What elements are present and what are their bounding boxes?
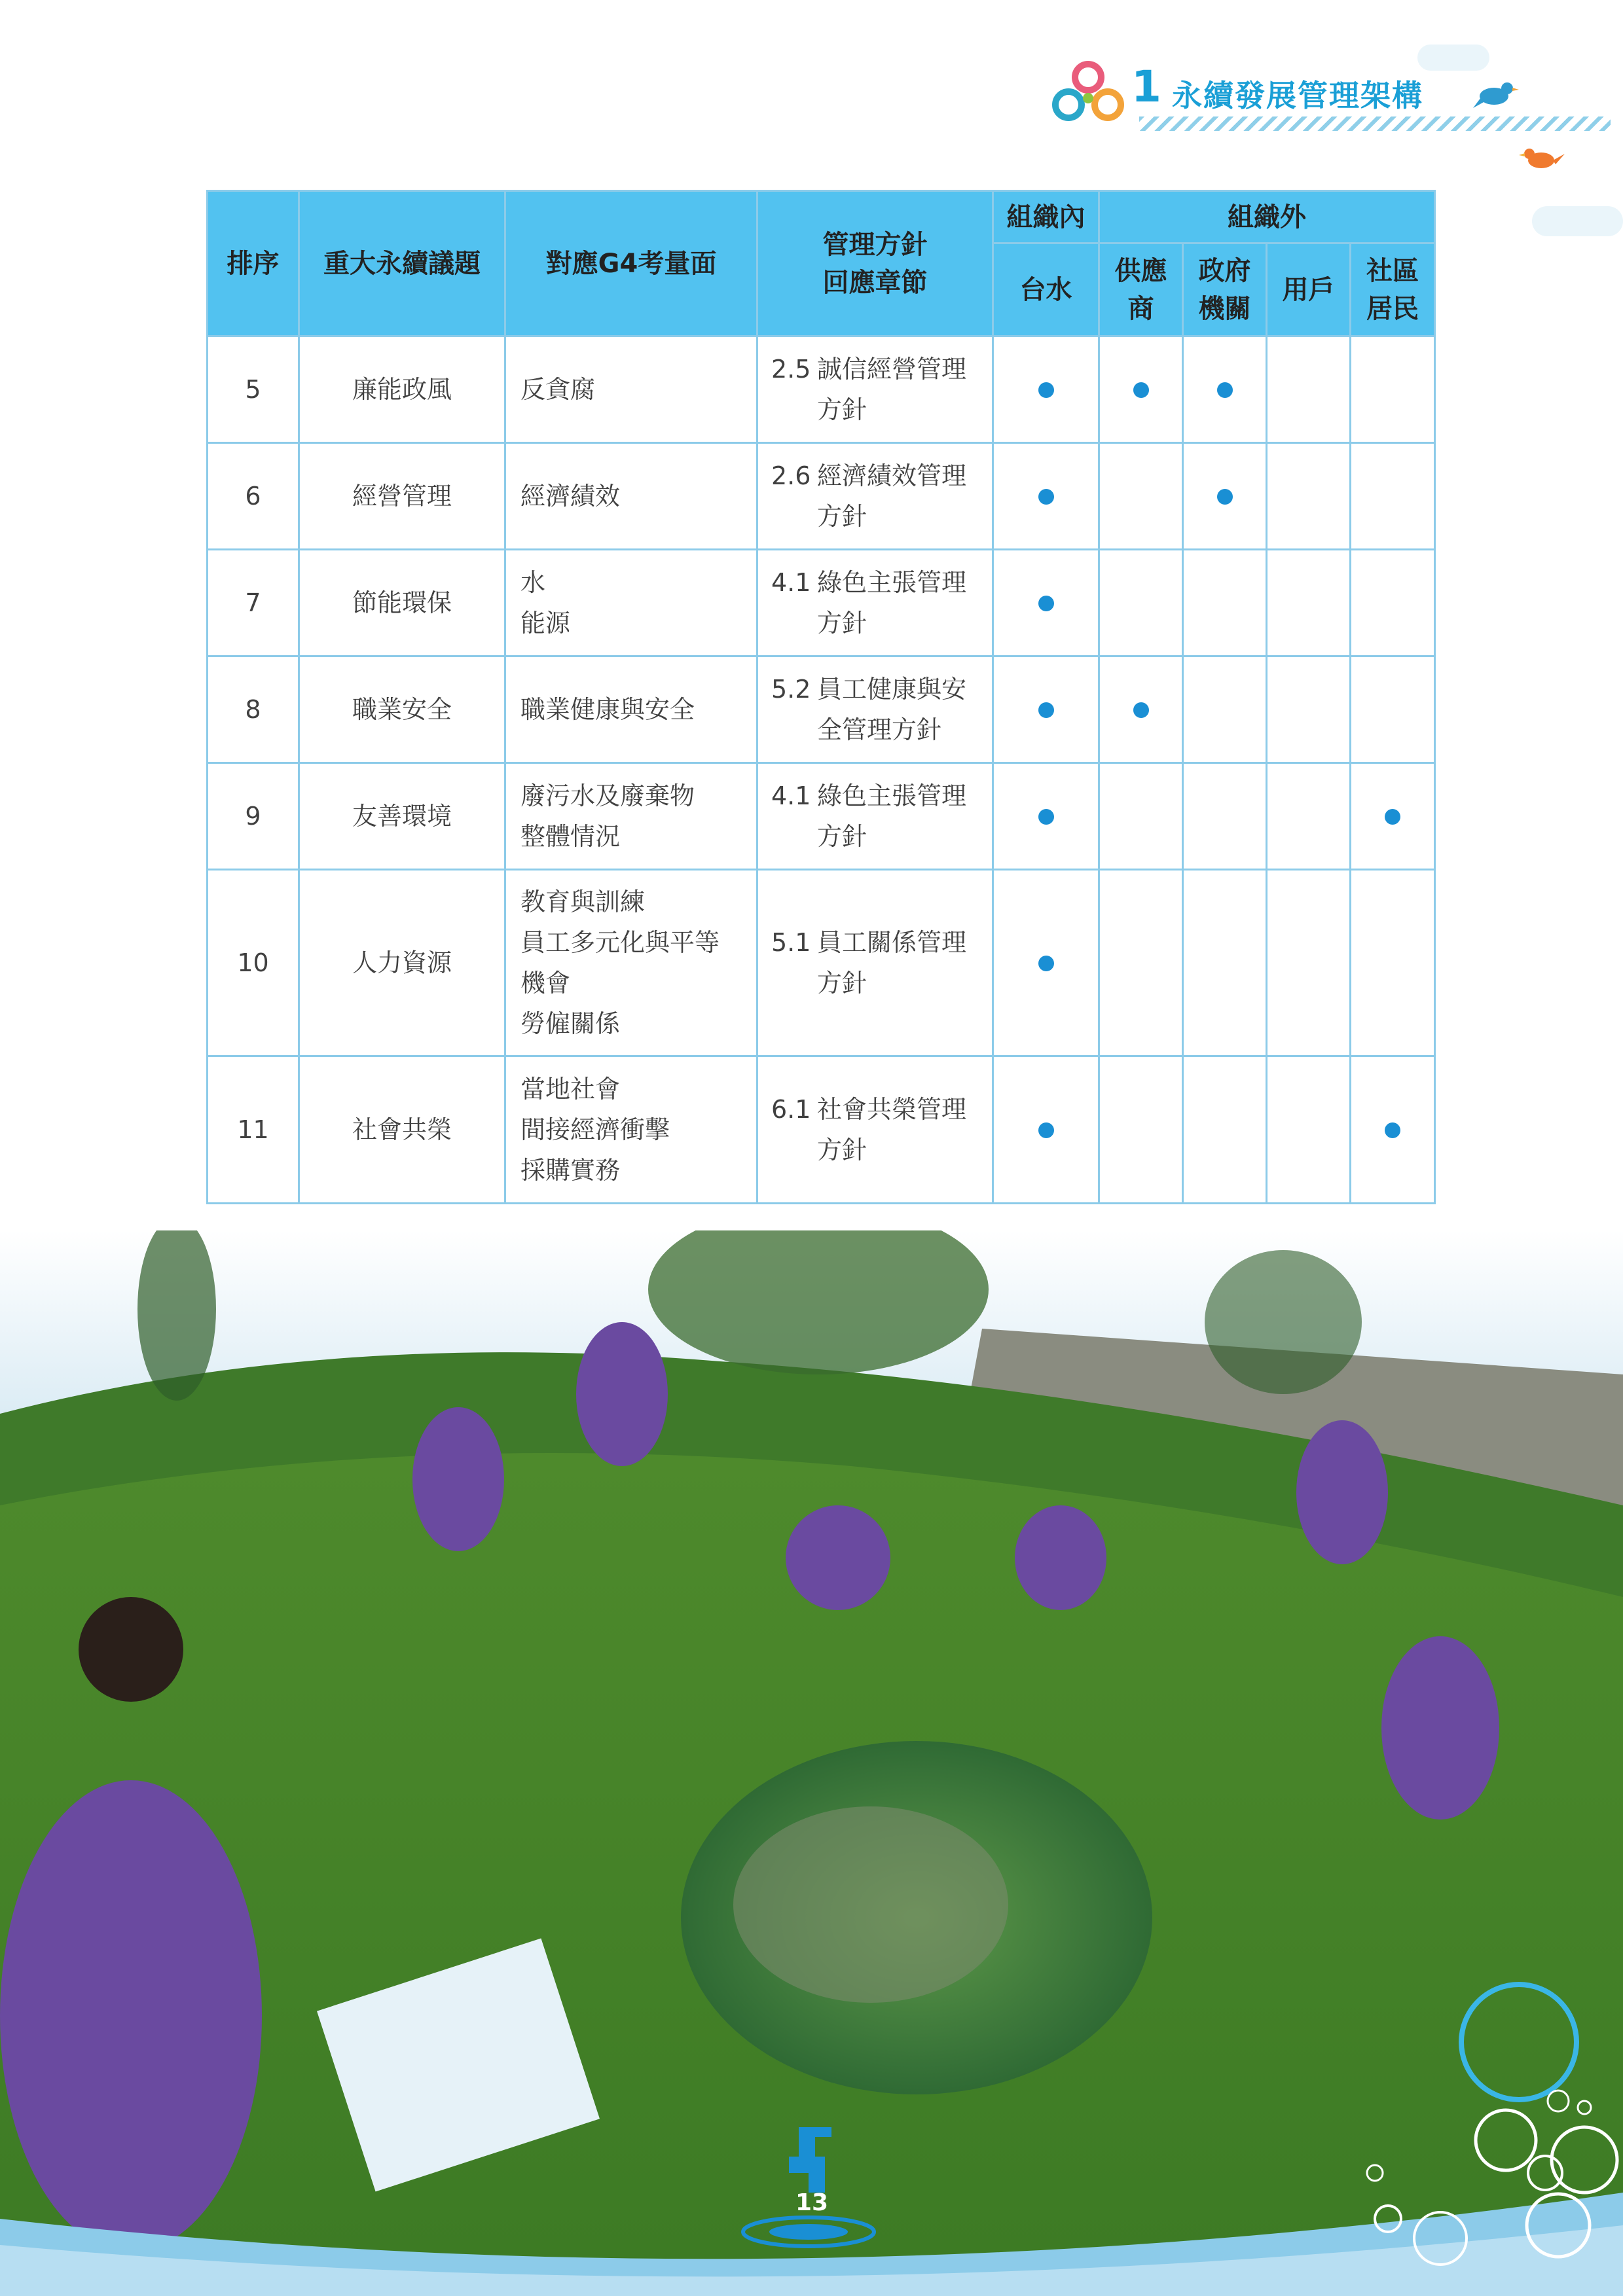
- bullet-dot-icon: [1038, 382, 1054, 398]
- mark-cell-supplier: [1099, 870, 1183, 1056]
- chapter-ref-number: 4.1: [771, 568, 811, 597]
- bullet-dot-icon: [1133, 702, 1149, 718]
- bullet-dot-icon: [1038, 1122, 1054, 1138]
- mark-cell-community: [1351, 870, 1435, 1056]
- mark-cell-supplier: [1099, 550, 1183, 656]
- header-community-line2: 居民: [1366, 293, 1419, 324]
- aspect-cell: [505, 1056, 757, 1204]
- header-aspect: 對應G4考量面: [505, 191, 757, 336]
- material-issues-table: [206, 190, 1436, 1204]
- mark-cell-supplier: [1099, 656, 1183, 763]
- faucet-icon: [733, 2121, 884, 2251]
- aspect-cell: [505, 763, 757, 870]
- bullet-dot-icon: [1038, 809, 1054, 825]
- mark-cell-government: [1183, 656, 1267, 763]
- issue-cell: 人力資源: [299, 870, 505, 1056]
- mark-cell-customer: [1267, 870, 1351, 1056]
- aspect-item: 教育與訓練: [520, 888, 646, 916]
- mark-cell-supplier: [1099, 1056, 1183, 1204]
- header-policy-line1: 管理方針: [822, 229, 928, 260]
- chapter-cell: [757, 550, 993, 656]
- header-external: 組織外: [1099, 191, 1435, 243]
- mark-cell-customer: [1267, 443, 1351, 550]
- chapter-ref-number: 4.1: [771, 781, 811, 810]
- aspect-cell: [505, 550, 757, 656]
- mark-cell-customer: [1267, 336, 1351, 443]
- mark-cell-community: [1351, 656, 1435, 763]
- cloud-decoration: [1532, 206, 1623, 236]
- mark-cell-customer: [1267, 1056, 1351, 1204]
- header-community: [1351, 243, 1435, 336]
- aspect-item: 採購實務: [520, 1156, 621, 1185]
- chapter-cell: [757, 656, 993, 763]
- bubble-decoration-icon: [1309, 1977, 1623, 2278]
- mark-cell-government: [1183, 336, 1267, 443]
- mark-cell-taiwan-water: [993, 336, 1099, 443]
- aspect-item: 員工多元化與平等: [520, 928, 720, 957]
- table-row: [208, 1056, 1435, 1204]
- chapter-header: [1048, 46, 1611, 144]
- chapter-number: 1: [1131, 62, 1161, 112]
- aspect-item: 能源: [520, 609, 571, 637]
- header-customer: 用戶: [1267, 243, 1351, 336]
- header-taiwan-water: 台水: [993, 243, 1099, 336]
- page-number: 13: [795, 2189, 829, 2216]
- mark-cell-taiwan-water: [993, 656, 1099, 763]
- bullet-dot-icon: [1385, 809, 1400, 825]
- aspect-item: 整體情況: [520, 822, 621, 851]
- rank-cell: 6: [208, 443, 299, 550]
- aspect-cell: [505, 443, 757, 550]
- bullet-dot-icon: [1038, 702, 1054, 718]
- rank-cell: 8: [208, 656, 299, 763]
- header-internal: 組織內: [993, 191, 1099, 243]
- mark-cell-community: [1351, 1056, 1435, 1204]
- chapter-ref-text: 員工關係管理: [817, 928, 967, 957]
- mark-cell-community: [1351, 336, 1435, 443]
- header-rank: 排序: [208, 191, 299, 336]
- table-row: [208, 336, 1435, 443]
- table-row: [208, 656, 1435, 763]
- mark-cell-government: [1183, 443, 1267, 550]
- chapter-ref-number: 5.1: [771, 928, 811, 957]
- rank-cell: 10: [208, 870, 299, 1056]
- chapter-cell: [757, 870, 993, 1056]
- header-gov-line2: 機關: [1198, 293, 1251, 324]
- mark-cell-customer: [1267, 656, 1351, 763]
- mark-cell-taiwan-water: [993, 870, 1099, 1056]
- bullet-dot-icon: [1038, 956, 1054, 971]
- issue-cell: 廉能政風: [299, 336, 505, 443]
- header-issue: 重大永續議題: [299, 191, 505, 336]
- issue-cell: 友善環境: [299, 763, 505, 870]
- mark-cell-supplier: [1099, 763, 1183, 870]
- mark-cell-government: [1183, 870, 1267, 1056]
- chapter-ref-text: 綠色主張管理: [817, 781, 967, 810]
- rank-cell: 9: [208, 763, 299, 870]
- aspect-item: 當地社會: [520, 1075, 621, 1103]
- chapter-ref-text: 社會共榮管理: [817, 1095, 967, 1124]
- mark-cell-supplier: [1099, 443, 1183, 550]
- aspect-item: 反貪腐: [520, 375, 596, 404]
- aspect-item: 經濟績效: [520, 482, 621, 511]
- chapter-ref-text: 員工健康與安: [817, 675, 967, 704]
- bird-icon: [1473, 75, 1519, 115]
- rank-cell: 11: [208, 1056, 299, 1204]
- header-supplier: [1099, 243, 1183, 336]
- aspect-item: 勞僱關係: [520, 1009, 621, 1038]
- chapter-ref-number: 6.1: [771, 1095, 811, 1124]
- brand-logo-icon: [1048, 58, 1133, 130]
- chapter-ref-number: 2.6: [771, 461, 811, 490]
- bullet-dot-icon: [1217, 489, 1233, 505]
- rank-cell: 5: [208, 336, 299, 443]
- mark-cell-taiwan-water: [993, 763, 1099, 870]
- bullet-dot-icon: [1038, 596, 1054, 611]
- bullet-dot-icon: [1038, 489, 1054, 505]
- bullet-dot-icon: [1217, 382, 1233, 398]
- bullet-dot-icon: [1385, 1122, 1400, 1138]
- mark-cell-taiwan-water: [993, 550, 1099, 656]
- chapter-ref-text-cont: 方針: [817, 502, 867, 531]
- bullet-dot-icon: [1133, 382, 1149, 398]
- chapter-ref-text-cont: 方針: [817, 609, 867, 637]
- mark-cell-government: [1183, 550, 1267, 656]
- header-policy: [757, 191, 993, 336]
- header-gov-line1: 政府: [1198, 255, 1251, 286]
- issue-cell: 經營管理: [299, 443, 505, 550]
- chapter-ref-text-cont: 方針: [817, 1136, 867, 1164]
- table-row: [208, 550, 1435, 656]
- header-policy-line2: 回應章節: [822, 267, 928, 298]
- aspect-cell: [505, 336, 757, 443]
- mark-cell-community: [1351, 763, 1435, 870]
- header-supplier-line1: 供應: [1114, 255, 1167, 286]
- issue-cell: 職業安全: [299, 656, 505, 763]
- chapter-ref-number: 5.2: [771, 675, 811, 704]
- table-row: [208, 870, 1435, 1056]
- chapter-ref-text-cont: 方針: [817, 822, 867, 851]
- chapter-ref-text-cont: 全管理方針: [817, 715, 942, 744]
- mark-cell-supplier: [1099, 336, 1183, 443]
- header-community-line1: 社區: [1366, 255, 1419, 286]
- rank-cell: 7: [208, 550, 299, 656]
- chapter-ref-text-cont: 方針: [817, 395, 867, 424]
- mark-cell-taiwan-water: [993, 1056, 1099, 1204]
- mark-cell-government: [1183, 1056, 1267, 1204]
- chapter-cell: [757, 336, 993, 443]
- chapter-ref-text-cont: 方針: [817, 969, 867, 997]
- mark-cell-customer: [1267, 763, 1351, 870]
- mark-cell-community: [1351, 443, 1435, 550]
- aspect-item: 間接經濟衝擊: [520, 1115, 670, 1144]
- chapter-ref-text: 經濟績效管理: [817, 461, 967, 490]
- aspect-cell: [505, 656, 757, 763]
- chapter-cell: [757, 443, 993, 550]
- header-supplier-line2: 商: [1127, 293, 1154, 324]
- header-stripe: [1139, 117, 1611, 131]
- chapter-cell: [757, 763, 993, 870]
- chapter-ref-text: 綠色主張管理: [817, 568, 967, 597]
- aspect-item: 職業健康與安全: [520, 695, 695, 724]
- chapter-ref-text: 誠信經營管理: [817, 355, 967, 384]
- issue-cell: 節能環保: [299, 550, 505, 656]
- aspect-item: 水: [520, 568, 546, 597]
- bird-icon: [1519, 141, 1565, 177]
- mark-cell-customer: [1267, 550, 1351, 656]
- chapter-title: 永續發展管理架構: [1172, 78, 1423, 113]
- mark-cell-taiwan-water: [993, 443, 1099, 550]
- mark-cell-government: [1183, 763, 1267, 870]
- aspect-cell: [505, 870, 757, 1056]
- table-row: [208, 443, 1435, 550]
- aspect-item: 廢污水及廢棄物: [520, 781, 695, 810]
- aspect-item: 機會: [520, 969, 571, 997]
- header-government: [1183, 243, 1267, 336]
- mark-cell-community: [1351, 550, 1435, 656]
- issue-cell: 社會共榮: [299, 1056, 505, 1204]
- cloud-decoration: [1417, 45, 1489, 71]
- chapter-ref-number: 2.5: [771, 355, 811, 384]
- chapter-cell: [757, 1056, 993, 1204]
- table-row: [208, 763, 1435, 870]
